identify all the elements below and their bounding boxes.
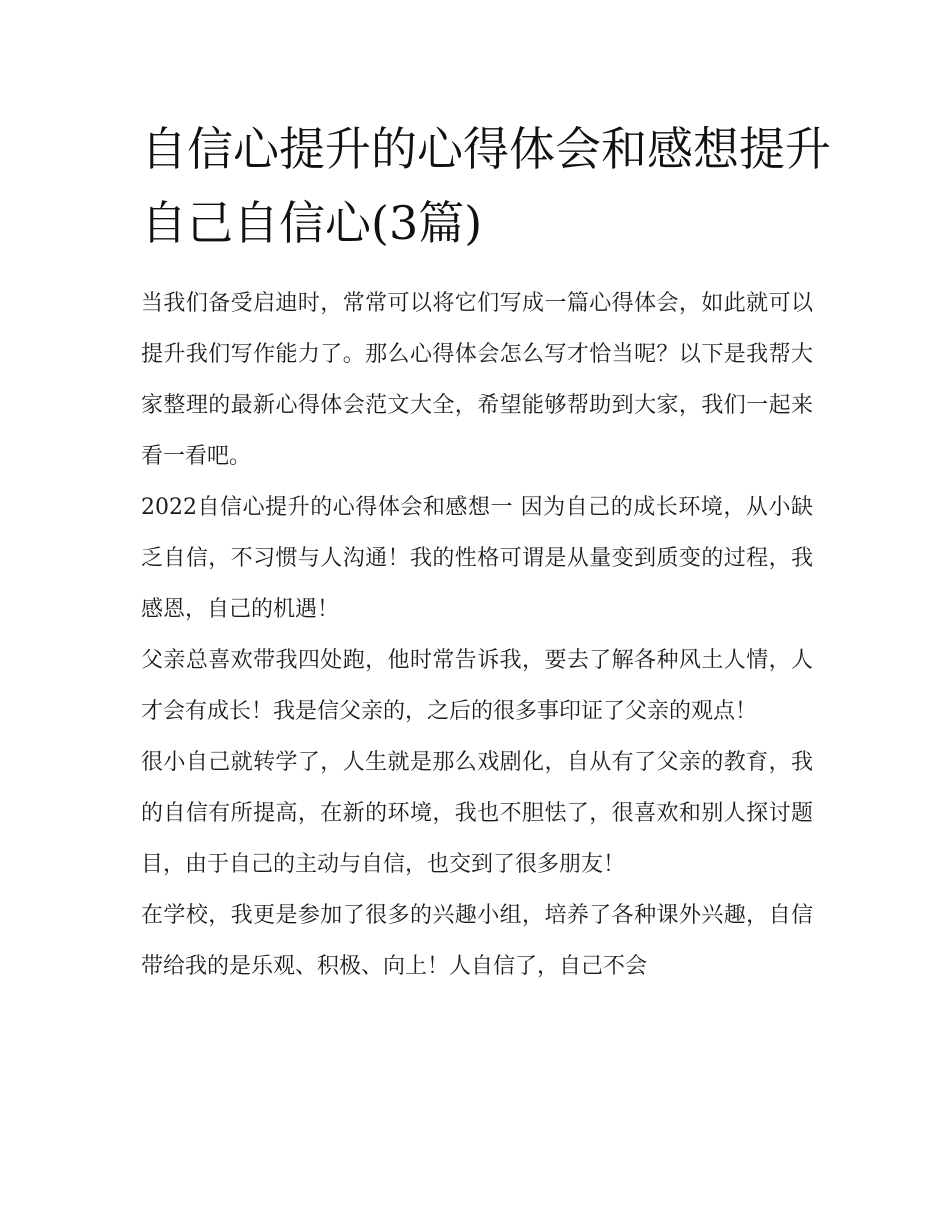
document-title: 自信心提升的心得体会和感想提升自己自信心(3篇) [141, 122, 831, 250]
paragraph-intro: 当我们备受启迪时，常常可以将它们写成一篇心得体会，如此就可以提升我们写作能力了。那么心得体会怎么写才恰当呢？以下是我帮大家整理的最新心得体会范文大全，希望能够帮助到大家，我们一起来看一看吧。 [141, 291, 813, 469]
paragraph-2: 父亲总喜欢带我四处跑，他时常告诉我，要去了解各种风土人情，人才会有成长！我是信父亲的，之后的很多事印证了父亲的观点！ [141, 648, 813, 724]
document-body [141, 278, 813, 992]
paragraph-1: 2022自信心提升的心得体会和感想一 因为自己的成长环境，从小缺乏自信，不习惯与人沟通！我的性格可谓是从量变到质变的过程，我感恩，自己的机遇！ [141, 495, 813, 622]
paragraph-3: 很小自己就转学了，人生就是那么戏剧化，自从有了父亲的教育，我的自信有所提高，在新的环境，我也不胆怯了，很喜欢和别人探讨题目，由于自己的主动与自信，也交到了很多朋友！ [141, 750, 813, 877]
paragraph-4: 在学校，我更是参加了很多的兴趣小组，培养了各种课外兴趣，自信带给我的是乐观、积极、向上！人自信了，自己不会 [141, 903, 813, 979]
